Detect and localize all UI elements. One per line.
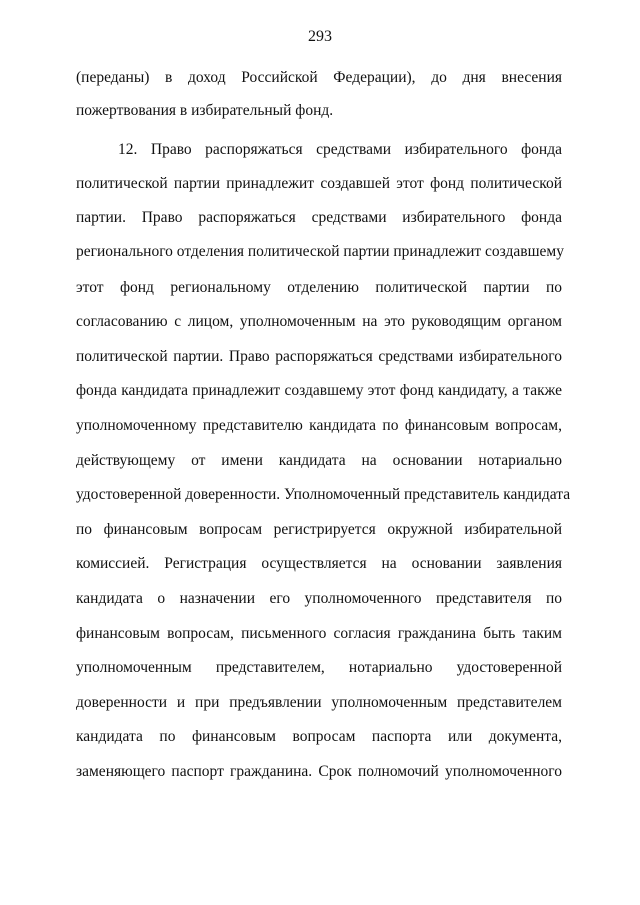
text-line: удостоверенной доверенности. Уполномоченный представитель кандидата xyxy=(76,486,571,503)
text-line: уполномоченному представителю кандидата по финансовым вопросам, xyxy=(76,417,562,434)
text-line: пожертвования в избирательный фонд. xyxy=(76,102,334,119)
text-line: партии. Право распоряжаться средствами избирательного фонда xyxy=(76,209,562,226)
text-line: 12. Право распоряжаться средствами избирательного фонда xyxy=(118,141,562,158)
text-line: политической партии. Право распоряжаться средствами избирательного xyxy=(76,348,562,365)
text-line: уполномоченным представителем, нотариально удостоверенной xyxy=(76,659,562,676)
text-line: комиссией. Регистрация осуществляется на основании заявления xyxy=(76,555,562,572)
text-line: этот фонд региональному отделению политической партии по xyxy=(76,279,562,296)
text-line: действующему от имени кандидата на основании нотариально xyxy=(76,452,562,469)
text-line: финансовым вопросам, письменного согласия гражданина быть таким xyxy=(76,625,562,642)
text-line: по финансовым вопросам регистрируется окружной избирательной xyxy=(76,521,562,538)
text-line: кандидата о назначении его уполномоченного представителя по xyxy=(76,590,562,607)
text-line: фонда кандидата принадлежит создавшему этот фонд кандидату, а также xyxy=(76,382,562,399)
text-line: (переданы) в доход Российской Федерации), до дня внесения xyxy=(76,69,562,86)
page-number: 293 xyxy=(308,28,332,45)
text-line: политической партии принадлежит создавшей этот фонд политической xyxy=(76,175,562,192)
text-line: доверенности и при предъявлении уполномоченным представителем xyxy=(76,694,562,711)
text-line: заменяющего паспорт гражданина. Срок полномочий уполномоченного xyxy=(76,763,562,780)
text-line: согласованию с лицом, уполномоченным на это руководящим органом xyxy=(76,313,562,330)
text-line: регионального отделения политической партии принадлежит создавшему xyxy=(76,243,564,260)
text-line: кандидата по финансовым вопросам паспорта или документа, xyxy=(76,728,562,745)
